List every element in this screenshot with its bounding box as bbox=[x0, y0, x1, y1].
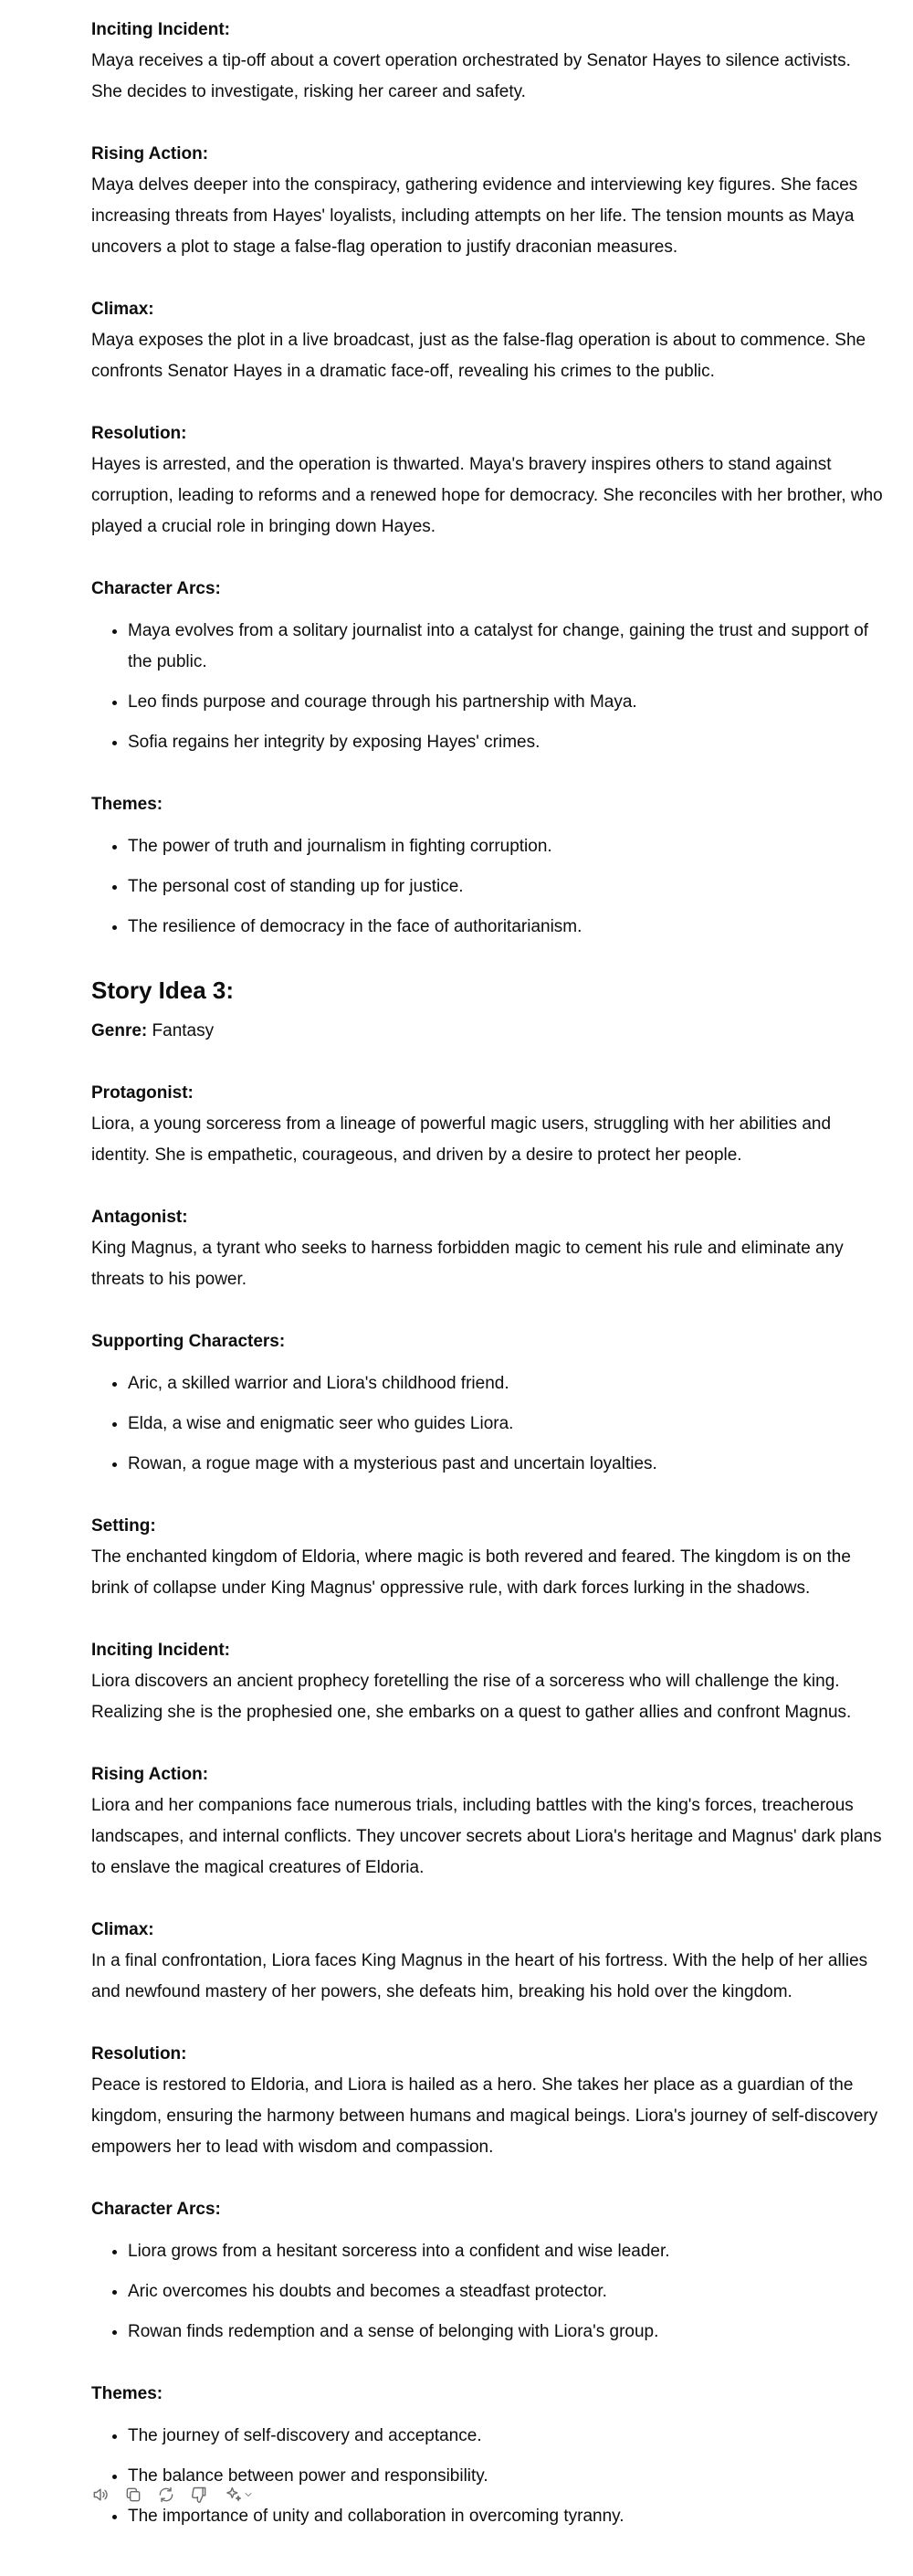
bullet-list bbox=[91, 616, 886, 758]
regenerate-icon bbox=[157, 2486, 175, 2504]
section-text: Liora discovers an ancient prophecy foretelling the rise of a sorceress who will challenge the king. Realizing she is the prophesied one, she embarks on a quest to gather allies and confront Magnus. bbox=[91, 1672, 852, 1722]
inciting-incident-section bbox=[91, 1635, 886, 1728]
character-arcs-section bbox=[91, 574, 886, 758]
genre-section bbox=[91, 1016, 886, 1047]
chevron-down-icon bbox=[243, 2489, 254, 2500]
list-item: • Aric overcomes his doubts and becomes a steadfast protector. bbox=[128, 2276, 886, 2307]
section-label: Climax: bbox=[91, 1920, 154, 1939]
rising-action-section bbox=[91, 139, 886, 263]
section-label: Themes: bbox=[91, 2384, 163, 2403]
regenerate-button[interactable] bbox=[153, 2482, 179, 2507]
section-label: Inciting Incident: bbox=[91, 1641, 230, 1660]
section-text: Maya delves deeper into the conspiracy, gathering evidence and interviewing key figures. She faces increasing threats from Hayes' loyalists, including attempts on her life. The tension mounts as Maya uncovers a plot to stage a false-flag operation to justify draconian measures. bbox=[91, 175, 858, 257]
section-text: In a final confrontation, Liora faces King Magnus in the heart of his fortress. With the help of her allies and newfound mastery of her powers, she defeats him, breaking his hold over the kingdom. bbox=[91, 1951, 868, 2001]
protagonist-section bbox=[91, 1078, 886, 1171]
list-item: • Rowan, a rogue mage with a mysterious past and uncertain loyalties. bbox=[128, 1449, 886, 1480]
section-label: Setting: bbox=[91, 1516, 156, 1536]
climax-section bbox=[91, 294, 886, 387]
section-label: Resolution: bbox=[91, 2044, 187, 2064]
bullet-list bbox=[91, 2236, 886, 2348]
section-label: Character Arcs: bbox=[91, 2200, 221, 2219]
copy-button[interactable] bbox=[121, 2482, 146, 2507]
section-label: Antagonist: bbox=[91, 1208, 188, 1227]
speaker-icon bbox=[91, 2486, 110, 2504]
list-item: • Maya evolves from a solitary journalist into a catalyst for change, gaining the trust and support of the public. bbox=[128, 616, 886, 678]
list-item: • Sofia regains her integrity by exposing Hayes' crimes. bbox=[128, 727, 886, 758]
themes-section bbox=[91, 2379, 886, 2532]
section-label: Climax: bbox=[91, 300, 154, 319]
section-label: Inciting Incident: bbox=[91, 20, 230, 39]
resolution-section bbox=[91, 2039, 886, 2163]
section-text: Maya exposes the plot in a live broadcast, just as the false-flag operation is about to commence. She confronts Senator Hayes in a dramatic face-off, revealing his crimes to the public. bbox=[91, 331, 866, 381]
genre-label: Genre: bbox=[91, 1021, 148, 1040]
read-aloud-button[interactable] bbox=[88, 2482, 113, 2507]
thumbs-down-button[interactable] bbox=[186, 2482, 212, 2507]
section-label: Themes: bbox=[91, 795, 163, 814]
setting-section bbox=[91, 1511, 886, 1604]
section-label: Rising Action: bbox=[91, 1765, 209, 1784]
thumbs-down-icon bbox=[190, 2486, 208, 2504]
list-item: • The journey of self-discovery and acceptance. bbox=[128, 2421, 886, 2452]
section-text: Maya receives a tip-off about a covert operation orchestrated by Senator Hayes to silence activists. She decides to investigate, risking her career and safety. bbox=[91, 51, 851, 101]
list-item: • The power of truth and journalism in fighting corruption. bbox=[128, 831, 886, 862]
section-label: Resolution: bbox=[91, 424, 187, 443]
section-label: Rising Action: bbox=[91, 144, 209, 164]
climax-section bbox=[91, 1915, 886, 2008]
section-text: King Magnus, a tyrant who seeks to harness forbidden magic to cement his rule and eliminate any threats to his power. bbox=[91, 1239, 844, 1289]
bullet-list bbox=[91, 831, 886, 943]
sparkle-model-icon bbox=[225, 2486, 243, 2504]
rising-action-section bbox=[91, 1759, 886, 1884]
list-item: • Rowan finds redemption and a sense of belonging with Liora's group. bbox=[128, 2317, 886, 2348]
section-label: Supporting Characters: bbox=[91, 1332, 286, 1351]
list-item: • Leo finds purpose and courage through his partnership with Maya. bbox=[128, 687, 886, 718]
section-text: Liora and her companions face numerous trials, including battles with the king's forces, treacherous landscapes, and internal conflicts. They uncover secrets about Liora's heritage and Magnus' dark plans to enslave the magical creatures of Eldoria. bbox=[91, 1796, 882, 1877]
section-text: The enchanted kingdom of Eldoria, where magic is both revered and feared. The kingdom is on the brink of collapse under King Magnus' oppressive rule, with dark forces lurking in the shadows. bbox=[91, 1547, 851, 1598]
list-item: • Aric, a skilled warrior and Liora's childhood friend. bbox=[128, 1368, 886, 1399]
supporting-characters-section bbox=[91, 1326, 886, 1480]
bullet-list bbox=[91, 2421, 886, 2532]
change-model-button[interactable] bbox=[219, 2482, 259, 2507]
section-label: Character Arcs: bbox=[91, 579, 221, 598]
character-arcs-section bbox=[91, 2194, 886, 2348]
section-text: Hayes is arrested, and the operation is thwarted. Maya's bravery inspires others to stand against corruption, leading to reforms and a renewed hope for democracy. She reconciles with her brother, who played a crucial role in bringing down Hayes. bbox=[91, 455, 883, 536]
inciting-incident-section bbox=[91, 15, 886, 108]
list-item: • Elda, a wise and enigmatic seer who guides Liora. bbox=[128, 1409, 886, 1440]
list-item: • The personal cost of standing up for justice. bbox=[128, 871, 886, 903]
list-item: • The importance of unity and collaboration in overcoming tyranny. bbox=[128, 2501, 886, 2532]
section-text: Peace is restored to Eldoria, and Liora is hailed as a hero. She takes her place as a guardian of the kingdom, ensuring the harmony between humans and magical beings. Liora's journey of self-discovery empowers her to lead with wisdom and compassion. bbox=[91, 2075, 878, 2157]
list-item: • The resilience of democracy in the face of authoritarianism. bbox=[128, 912, 886, 943]
list-item: • Liora grows from a hesitant sorceress into a confident and wise leader. bbox=[128, 2236, 886, 2267]
section-text: Liora, a young sorceress from a lineage of powerful magic users, struggling with her abilities and identity. She is empathetic, courageous, and driven by a desire to protect her people. bbox=[91, 1114, 832, 1165]
story-title: Story Idea 3: bbox=[91, 977, 235, 1004]
section-label: Protagonist: bbox=[91, 1083, 194, 1103]
message-content bbox=[91, 15, 886, 2563]
resolution-section bbox=[91, 418, 886, 543]
list-item: • The balance between power and responsibility. bbox=[128, 2461, 886, 2492]
genre-value: Fantasy bbox=[152, 1021, 215, 1040]
message-action-bar bbox=[88, 2481, 259, 2508]
themes-section bbox=[91, 789, 886, 943]
bullet-list bbox=[91, 1368, 886, 1480]
antagonist-section bbox=[91, 1202, 886, 1295]
copy-icon bbox=[124, 2486, 142, 2504]
